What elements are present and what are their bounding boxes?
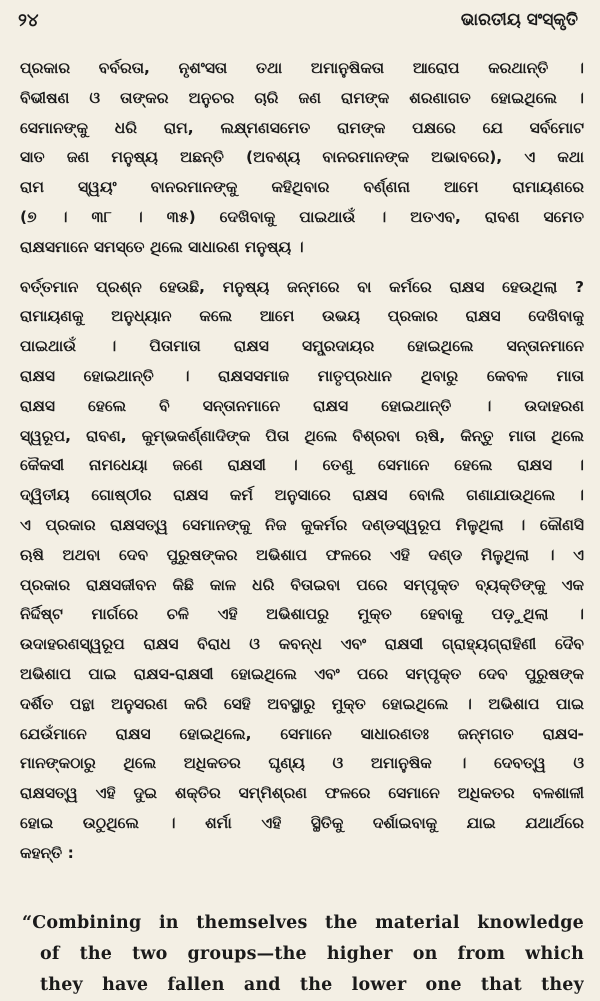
- text-line: କହନ୍ତି :: [20, 843, 74, 862]
- page-header: [18, 6, 578, 34]
- text-line: ଉଦାହରଣସ୍ୱରୂପ ରାକ୍ଷସ ବିରାଧ ଓ କବନ୍ଧ ଏବଂ ରାକ୍ଷସୀ ଗ୍ରାହ୍ୟଗ୍ରାହିଣୀ ଦୈବ: [20, 635, 584, 654]
- running-title: ଭାରତୀୟ ସଂସ୍କୃତି: [460, 10, 578, 30]
- text-line: ରାମାୟଣକୁ ଅନୁଧ୍ୟାନ କଲେ ଆମେ ଉଭୟ ପ୍ରକାର ରାକ୍ଷସ ଦେଖିବାକୁ: [20, 307, 584, 326]
- text-line: ହୋଇ ଉଠୁଥିଲେ । ଶର୍ମା ଏହି ସ୍ଥିତିକୁ ଦର୍ଶାଇବାକୁ ଯାଇ ଯଥାର୍ଥରେ: [20, 813, 584, 832]
- text-line: ସ୍ୱରୂପ, ରାବଣ, କୁମ୍ଭକର୍ଣ୍ଣାଦିଙ୍କ ପିତା ଥିଲେ ବିଶ୍ରବା ଋଷି, କିନ୍ତୁ ମାତା ଥିଲେ: [20, 426, 584, 445]
- text-line: ମାନଙ୍କଠାରୁ ଥିଲେ ଅଧିକତର ଘୃଣ୍ୟ ଓ ଅମାନୁଷିକ । ଦେବତ୍ୱ ଓ: [20, 754, 584, 773]
- text-line: ରାକ୍ଷସ ହେଲେ ବି ସନ୍ତାନମାନେ ରାକ୍ଷସ ହୋଇଥାନ୍ତି । ଉଦାହରଣ: [20, 396, 584, 415]
- text-line: ଅଭିଶାପ ପାଇ ରାକ୍ଷସ-ରାକ୍ଷସୀ ହୋଇଥିଲେ ଏବଂ ପରେ ସମ୍ପୃକ୍ତ ଦେବ ପୁରୁଷଙ୍କ: [20, 664, 584, 683]
- page-number: ୨୪: [18, 9, 39, 31]
- block-quote: [22, 908, 584, 1001]
- text-line: କୈକସୀ ନାମଧେୟା ଜଣେ ରାକ୍ଷସୀ । ତେଣୁ ସେମାନେ ହେଲେ ରାକ୍ଷସ ।: [20, 456, 584, 475]
- text-line: ଯେଉଁମାନେ ରାକ୍ଷସ ହୋଇଥିଲେ, ସେମାନେ ସାଧାରଣତଃ ଜନ୍ମଗତ ରାକ୍ଷସ-: [20, 724, 584, 743]
- body-text: [20, 54, 584, 869]
- paragraph-1: [20, 54, 584, 263]
- text-line: ଦ୍ୱିତୀୟ ଗୋଷ୍ଠୀର ରାକ୍ଷସ କର୍ମ ଅନୁସାରେ ରାକ୍ଷସ ବୋଲି ଗଣାଯାଉଥିଲେ ।: [20, 486, 584, 505]
- text-line: ସେମାନଙ୍କୁ ଧରି ରାମ, ଲକ୍ଷ୍ମଣସମେତ ରାମଙ୍କ ପକ୍ଷରେ ଯେ ସର୍ବମୋଟ: [20, 118, 584, 137]
- text-line: ଏ ପ୍ରକାର ରାକ୍ଷସତ୍ୱ ସେମାନଙ୍କୁ ନିଜ କୁକର୍ମର ଦଣ୍ଡସ୍ୱରୂପ ମିଳୁଥିଲା । କୌଣସି: [20, 515, 584, 534]
- text-line: ପ୍ରକାର ରାକ୍ଷସଜୀବନ କିଛି କାଳ ଧରି ବିତାଇବା ପରେ ସମ୍ପୃକ୍ତ ବ୍ୟକ୍ତିଙ୍କୁ ଏକ: [20, 575, 584, 594]
- text-line: ସାତ ଜଣ ମନୁଷ୍ୟ ଅଛନ୍ତି (ଅବଶ୍ୟ ବାନରମାନଙ୍କ ଅଭାବରେ), ଏ କଥା: [20, 148, 584, 167]
- text-line: ପାଇଥାଉଁ । ପିତାମାତା ରାକ୍ଷସ ସମ୍ପ୍ରଦାୟର ହୋଇଥିଲେ ସନ୍ତାନମାନେ: [20, 337, 584, 356]
- text-line: ନିର୍ଦ୍ଦିଷ୍ଟ ମାର୍ଗରେ ଚଳି ଏହି ଅଭିଶାପରୁ ମୁକ୍ତ ହେବାକୁ ପଡ଼ୁଥିଲା ।: [20, 605, 584, 624]
- text-line: ବିଭୀଷଣ ଓ ତାଙ୍କର ଅନୁଚର ଚାରି ଜଣ ରାମଙ୍କ ଶରଣାଗତ ହୋଇଥିଲେ ।: [20, 88, 584, 107]
- paragraph-2: [20, 273, 584, 869]
- quote-line: of the two groups—the higher on from which: [40, 944, 584, 964]
- text-line: ରାକ୍ଷସ ହୋଇଥାନ୍ତି । ରାକ୍ଷସସମାଜ ମାତୃପ୍ରଧାନ ଥିବାରୁ କେବଳ ମାତା: [20, 366, 584, 385]
- text-line: ରାକ୍ଷସତ୍ୱ ଏହି ଦୁଇ ଶକ୍ତିର ସମ୍ମିଶ୍ରଣ ଫଳରେ ସେମାନେ ଅଧିକତର ବଳଶାଳୀ: [20, 784, 584, 803]
- text-line: ପ୍ରକାର ବର୍ବରତା, ନୃଶଂସତା ତଥା ଅମାନୁଷିକତା ଆରୋପ କରଥାନ୍ତି ।: [20, 59, 584, 77]
- text-line: ରାମ ସ୍ୱୟଂ ବାନରମାନଙ୍କୁ କହିଥିବାର ବର୍ଣ୍ଣନା ଆମେ ରାମାୟଣରେ: [20, 178, 584, 197]
- text-line: (୭ । ୩୮ । ୩୫) ଦେଖିବାକୁ ପାଇଥାଉଁ । ଅତଏବ, ରାବଣ ସମେତ: [20, 207, 584, 226]
- text-line: ରାକ୍ଷସମାନେ ସମସ୍ତେ ଥିଲେ ସାଧାରଣ ମନୁଷ୍ୟ ।: [20, 237, 304, 256]
- quote-line: “Combining in themselves the material knowledge: [22, 913, 584, 933]
- quote-line: they have fallen and the lower one that they: [40, 975, 584, 995]
- text-line: ଦର୍ଶିତ ପନ୍ଥା ଅନୁସରଣ କରି ସେହି ଅବସ୍ଥାରୁ ମୁକ୍ତ ହୋଇଥିଲେ । ଅଭିଶାପ ପାଇ: [20, 694, 584, 713]
- text-line: ବର୍ତ୍ତମାନ ପ୍ରଶ୍ନ ହେଉଛି, ମନୁଷ୍ୟ ଜନ୍ମରେ ବା କର୍ମରେ ରାକ୍ଷସ ହେଉଥିଲା ?: [20, 277, 584, 296]
- text-line: ଋଷି ଅଥବା ଦେବ ପୁରୁଷଙ୍କର ଅଭିଶାପ ଫଳରେ ଏହି ଦଣ୍ଡ ମିଳୁଥିଲା । ଏ: [20, 545, 584, 564]
